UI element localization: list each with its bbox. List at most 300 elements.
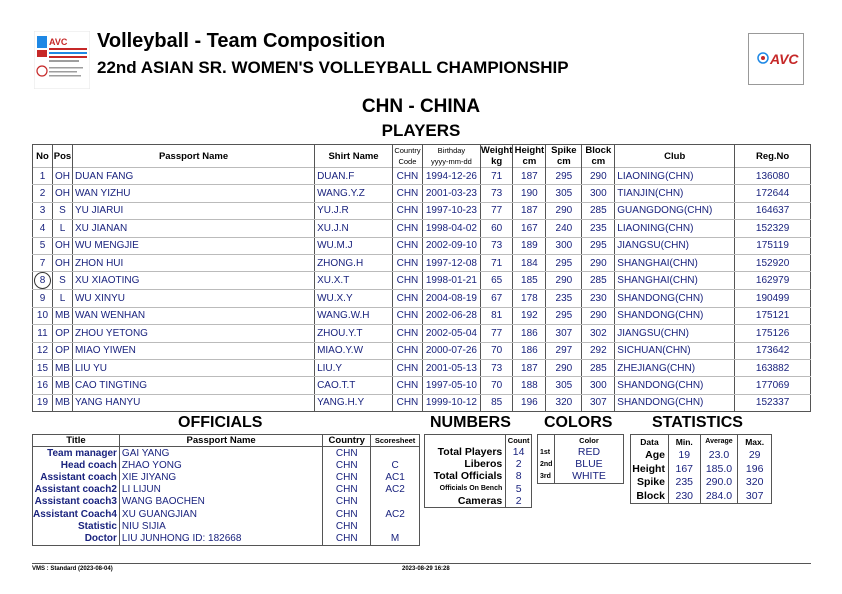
player-spike: 295 [546,168,582,185]
official-row [33,447,420,460]
footer-timestamp: 2023-08-29 16:28 [402,566,450,572]
player-spike: 295 [546,254,582,271]
player-position: L [52,290,72,307]
col-height: Height cm [514,145,545,167]
player-height: 189 [513,237,546,254]
player-row [33,185,811,202]
col-weight: Weight kg [480,145,513,167]
player-row [33,168,811,185]
official-row [33,484,420,496]
player-block: 230 [582,290,615,307]
player-weight: 77 [480,202,513,219]
player-number: 4 [33,220,53,237]
player-passport-name: WU XINYU [72,290,314,307]
official-country: CHN [323,484,371,496]
svg-text:AVC: AVC [49,37,68,47]
color-value: RED [577,446,601,459]
championship-name: 22nd ASIAN SR. WOMEN'S VOLLEYBALL CHAMPIONSHIP [97,58,569,77]
player-weight: 73 [480,359,513,376]
col-club: Club [615,145,735,168]
svg-text:AVC: AVC [770,51,799,67]
official-name: NIU SIJIA [119,520,322,532]
official-scoresheet [371,496,420,508]
player-shirt-name: WANG.W.H [315,307,393,324]
player-birthday: 1998-01-21 [422,272,480,290]
player-country: CHN [392,394,422,411]
statistics-row [631,476,772,490]
numbers-table [424,434,532,508]
player-spike: 290 [546,202,582,219]
col-passport-name: Passport Name [119,435,322,447]
player-birthday: 2001-05-13 [422,359,480,376]
captain-marker: 8 [34,272,51,289]
numbers-label: Cameras [457,494,503,507]
player-club: LIAONING(CHN) [615,220,735,237]
official-name: LIU JUNHONG ID: 182668 [119,532,322,545]
player-shirt-name: WANG.Y.Z [315,185,393,202]
player-shirt-name: ZHOU.Y.T [315,325,393,342]
player-country: CHN [392,237,422,254]
player-spike: 320 [546,394,582,411]
col-passport-name: Passport Name [72,145,314,168]
player-reg-no: 162979 [735,272,811,290]
official-country: CHN [323,532,371,545]
player-number: 10 [33,307,53,324]
stat-max: 307 [738,489,772,503]
player-club: SHANGHAI(CHN) [615,254,735,271]
official-title: Doctor [33,532,120,545]
official-name: WANG BAOCHEN [119,496,322,508]
player-height: 187 [513,202,546,219]
official-country: CHN [323,520,371,532]
player-reg-no: 190499 [735,290,811,307]
player-club: GUANGDONG(CHN) [615,202,735,219]
stat-min: 167 [668,462,700,476]
player-club: TIANJIN(CHN) [615,185,735,202]
player-position: OH [52,185,72,202]
player-reg-no: 152920 [735,254,811,271]
stat-average: 23.0 [700,448,738,462]
player-weight: 70 [480,377,513,394]
player-club: SHANGHAI(CHN) [615,272,735,290]
official-row [33,459,420,471]
player-passport-name: YU JIARUI [72,202,314,219]
player-height: 185 [513,272,546,290]
player-number: 11 [33,325,53,342]
player-row [33,220,811,237]
col-shirt-name: Shirt Name [315,145,393,168]
player-height: 187 [513,168,546,185]
player-country: CHN [392,290,422,307]
col-count: Count [506,435,532,447]
player-height: 192 [513,307,546,324]
player-club: SICHUAN(CHN) [615,342,735,359]
player-reg-no: 173642 [735,342,811,359]
players-header-row [33,145,811,168]
player-block: 300 [582,377,615,394]
championship-logo [34,31,90,89]
player-position: MB [52,377,72,394]
player-passport-name: YANG HANYU [72,394,314,411]
player-birthday: 1997-05-10 [422,377,480,394]
color-row [538,470,624,483]
player-club: JIANGSU(CHN) [615,325,735,342]
player-block: 290 [582,254,615,271]
player-birthday: 2002-05-04 [422,325,480,342]
player-reg-no: 175121 [735,307,811,324]
player-shirt-name: CAO.T.T [315,377,393,394]
col-country-code: Country Code [394,146,421,166]
officials-table [32,434,420,546]
player-weight: 65 [480,272,513,290]
player-passport-name: ZHOU YETONG [72,325,314,342]
player-country: CHN [392,220,422,237]
player-block: 290 [582,168,615,185]
official-scoresheet: M [371,532,420,545]
stat-average: 185.0 [700,462,738,476]
numbers-label: Liberos [464,458,503,471]
player-birthday: 1998-04-02 [422,220,480,237]
col-color: Color [554,435,623,447]
player-shirt-name: XU.J.N [315,220,393,237]
player-number: 7 [33,254,53,271]
official-scoresheet: AC1 [371,471,420,483]
players-table [32,144,811,412]
player-number: 15 [33,359,53,376]
player-passport-name: MIAO YIWEN [72,342,314,359]
statistics-heading: STATISTICS [652,414,743,431]
officials-header-row [33,435,420,447]
player-block: 295 [582,237,615,254]
stat-max: 29 [738,448,772,462]
player-number: 12 [33,342,53,359]
player-position: L [52,220,72,237]
player-number: 1 [33,168,53,185]
col-pos: Pos [52,145,72,168]
col-reg-no: Reg.No [735,145,811,168]
player-block: 307 [582,394,615,411]
numbers-row [425,458,532,470]
player-birthday: 2002-06-28 [422,307,480,324]
player-number: 3 [33,202,53,219]
official-scoresheet: AC2 [371,484,420,496]
player-reg-no: 164637 [735,202,811,219]
player-shirt-name: WU.X.Y [315,290,393,307]
player-passport-name: XU XIAOTING [72,272,314,290]
numbers-row [425,470,532,482]
player-reg-no: 177069 [735,377,811,394]
stat-label: Height [632,462,665,475]
player-passport-name: WAN YIZHU [72,185,314,202]
player-reg-no: 136080 [735,168,811,185]
player-spike: 305 [546,185,582,202]
player-row [33,202,811,219]
player-height: 184 [513,254,546,271]
player-row [33,254,811,271]
statistics-row [631,448,772,462]
player-row [33,342,811,359]
player-spike: 290 [546,359,582,376]
player-number: 19 [33,394,53,411]
official-title: Team manager [33,447,120,460]
player-row [33,377,811,394]
player-height: 187 [513,359,546,376]
stat-min: 19 [668,448,700,462]
avc-logo [748,33,804,85]
player-shirt-name: LIU.Y [315,359,393,376]
player-row [33,359,811,376]
player-passport-name: DUAN FANG [72,168,314,185]
numbers-value: 5 [506,483,532,495]
col-block: Block cm [582,145,615,168]
player-birthday: 2004-08-19 [422,290,480,307]
col-no: No [33,145,53,168]
statistics-header-row [631,435,772,449]
player-club: ZHEJIANG(CHN) [615,359,735,376]
player-height: 186 [513,342,546,359]
color-row [538,446,624,458]
color-row [538,458,624,470]
stat-average: 290.0 [700,476,738,490]
stat-label: Spike [636,476,665,489]
player-country: CHN [392,185,422,202]
player-country: CHN [392,168,422,185]
player-weight: 73 [480,237,513,254]
official-scoresheet [371,520,420,532]
numbers-row [425,483,532,495]
player-country: CHN [392,359,422,376]
player-number: 5 [33,237,53,254]
official-country: CHN [323,459,371,471]
player-passport-name: XU JIANAN [72,220,314,237]
player-number: 2 [33,185,53,202]
color-rank: 1st [538,446,555,458]
player-birthday: 1994-12-26 [422,168,480,185]
footer-vms-version: VMS : Standard (2023-08-04) [32,566,113,572]
player-row [33,307,811,324]
color-value: WHITE [572,470,606,483]
page-title: Volleyball - Team Composition [97,30,386,52]
player-position: OH [52,237,72,254]
player-block: 300 [582,185,615,202]
numbers-value: 8 [506,470,532,482]
statistics-row [631,462,772,476]
player-height: 167 [513,220,546,237]
player-reg-no: 152329 [735,220,811,237]
player-position: MB [52,359,72,376]
player-passport-name: ZHON HUI [72,254,314,271]
official-title: Assistant coach2 [33,484,120,496]
player-reg-no: 175126 [735,325,811,342]
player-spike: 240 [546,220,582,237]
official-title: Statistic [33,520,120,532]
team-title: CHN - CHINA [361,96,481,117]
player-row [33,272,811,290]
player-club: SHANDONG(CHN) [615,394,735,411]
official-row [33,520,420,532]
player-spike: 307 [546,325,582,342]
player-spike: 297 [546,342,582,359]
stat-average: 284.0 [700,489,738,503]
official-scoresheet: C [371,459,420,471]
player-block: 290 [582,307,615,324]
numbers-heading: NUMBERS [430,414,511,431]
player-reg-no: 163882 [735,359,811,376]
official-title: Head coach [33,459,120,471]
official-country: CHN [323,447,371,460]
col-title: Title [33,435,120,447]
player-shirt-name: YANG.H.Y [315,394,393,411]
player-position: OH [52,254,72,271]
official-row [33,496,420,508]
player-passport-name: CAO TINGTING [72,377,314,394]
official-country: CHN [323,508,371,520]
player-country: CHN [392,325,422,342]
col-average: Average [700,435,738,449]
official-name: LI LIJUN [119,484,322,496]
player-block: 285 [582,359,615,376]
col-max: Max. [738,435,772,449]
player-number: 9 [33,290,53,307]
col-country: Country [323,435,371,447]
official-row [33,508,420,520]
player-shirt-name: ZHONG.H [315,254,393,271]
col-spike: Spike cm [546,145,582,168]
player-block: 285 [582,202,615,219]
colors-table [537,434,624,484]
statistics-table [630,434,772,504]
player-position: S [52,202,72,219]
official-name: XIE JIYANG [119,471,322,483]
player-birthday: 2002-09-10 [422,237,480,254]
player-height: 178 [513,290,546,307]
player-height: 188 [513,377,546,394]
player-birthday: 1997-12-08 [422,254,480,271]
official-country: CHN [323,471,371,483]
player-row [33,290,811,307]
player-height: 190 [513,185,546,202]
stat-min: 230 [668,489,700,503]
player-weight: 73 [480,185,513,202]
player-spike: 300 [546,237,582,254]
official-title: Assistant coach [33,471,120,483]
player-birthday: 2001-03-23 [422,185,480,202]
player-weight: 81 [480,307,513,324]
player-passport-name: WAN WENHAN [72,307,314,324]
player-spike: 305 [546,377,582,394]
player-country: CHN [392,202,422,219]
player-spike: 295 [546,307,582,324]
player-position: MB [52,394,72,411]
player-reg-no: 175119 [735,237,811,254]
player-block: 285 [582,272,615,290]
player-weight: 67 [480,290,513,307]
player-spike: 290 [546,272,582,290]
stat-label: Age [645,448,665,461]
player-position: S [52,272,72,290]
statistics-row [631,489,772,503]
stat-min: 235 [668,476,700,490]
official-title: Assistant coach3 [33,496,120,508]
color-rank: 2nd [538,458,555,470]
player-country: CHN [392,272,422,290]
player-shirt-name: WU.M.J [315,237,393,254]
player-shirt-name: MIAO.Y.W [315,342,393,359]
player-passport-name: LIU YU [72,359,314,376]
player-birthday: 2000-07-26 [422,342,480,359]
player-weight: 71 [480,168,513,185]
col-min: Min. [668,435,700,449]
player-position: OP [52,325,72,342]
stat-label: Block [636,490,665,503]
player-weight: 71 [480,254,513,271]
player-block: 292 [582,342,615,359]
player-position: OP [52,342,72,359]
official-country: CHN [323,496,371,508]
stat-max: 320 [738,476,772,490]
officials-heading: OFFICIALS [178,414,263,431]
player-club: JIANGSU(CHN) [615,237,735,254]
official-name: ZHAO YONG [119,459,322,471]
numbers-label: Total Officials [433,470,503,483]
player-spike: 235 [546,290,582,307]
numbers-label: Officials On Bench [439,485,503,493]
official-scoresheet [371,447,420,460]
player-birthday: 1997-10-23 [422,202,480,219]
player-row [33,394,811,411]
player-weight: 70 [480,342,513,359]
stat-max: 196 [738,462,772,476]
colors-heading: COLORS [544,414,613,431]
numbers-value: 14 [506,446,532,458]
player-club: LIAONING(CHN) [615,168,735,185]
numbers-header-row [425,435,532,447]
player-shirt-name: YU.J.R [315,202,393,219]
color-rank: 3rd [538,470,555,483]
player-number [33,272,53,290]
player-country: CHN [392,342,422,359]
player-weight: 85 [480,394,513,411]
player-block: 302 [582,325,615,342]
player-reg-no: 152337 [735,394,811,411]
player-country: CHN [392,377,422,394]
col-data: Data [640,436,659,447]
official-name: XU GUANGJIAN [119,508,322,520]
player-country: CHN [392,307,422,324]
player-club: SHANDONG(CHN) [615,377,735,394]
player-birthday: 1999-10-12 [422,394,480,411]
player-block: 235 [582,220,615,237]
col-scoresheet: Scoresheet [371,435,420,447]
official-row [33,532,420,545]
player-row [33,325,811,342]
player-shirt-name: XU.X.T [315,272,393,290]
player-height: 196 [513,394,546,411]
official-scoresheet: AC2 [371,508,420,520]
player-number: 16 [33,377,53,394]
player-position: OH [52,168,72,185]
player-shirt-name: DUAN.F [315,168,393,185]
player-passport-name: WU MENGJIE [72,237,314,254]
player-reg-no: 172644 [735,185,811,202]
official-row [33,471,420,483]
official-title: Assistant Coach4 [33,508,120,520]
numbers-row [425,495,532,508]
player-height: 186 [513,325,546,342]
players-heading: PLAYERS [381,121,461,140]
player-weight: 77 [480,325,513,342]
player-club: SHANDONG(CHN) [615,290,735,307]
